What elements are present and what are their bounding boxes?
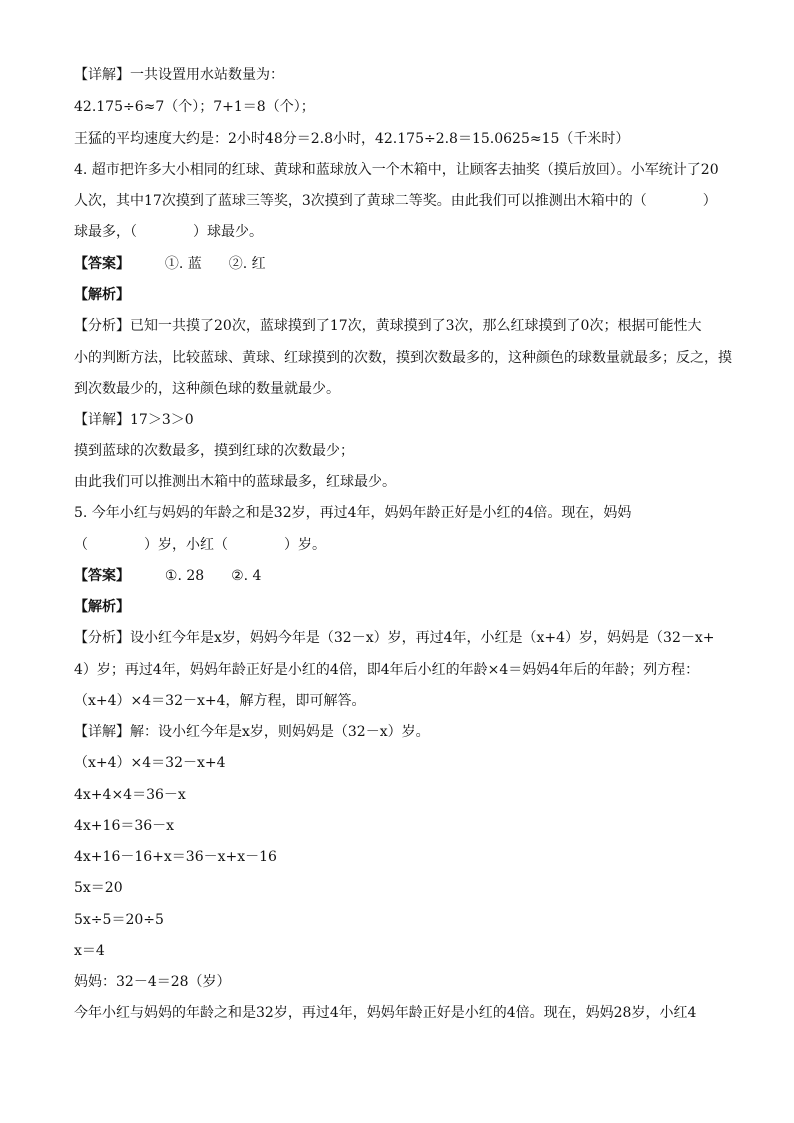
analysis-line: 小的判断方法，比较蓝球、黄球、红球摸到的次数，摸到次数最多的，这种颜色的球数量就最多；反之，摸 [74, 350, 732, 366]
question-4-line-3: 球最多，（ ）球最少。 [74, 224, 263, 240]
analysis-line: 【分析】设小红今年是x岁，妈妈今年是（32－x）岁，再过4年，小红是（x+4）岁，妈妈是（32－x+ [74, 630, 715, 646]
analysis-line: 到次数最少的，这种颜色球的数量就最少。 [74, 381, 340, 397]
answer-label: 【答案】 [74, 568, 130, 584]
equation-line: 5x÷5＝20÷5 [74, 912, 164, 928]
conclusion-line: 今年小红与妈妈的年龄之和是32岁，再过4年，妈妈年龄正好是小红的4倍。现在，妈妈28岁，小红4 [74, 1005, 697, 1021]
detail-line: 由此我们可以推测出木箱中的蓝球最多，红球最少。 [74, 474, 396, 490]
equation-line: 4x+4×4＝36－x [74, 787, 186, 803]
detail-line: 【详解】17＞3＞0 [74, 412, 194, 428]
detail-line: 【详解】一共设置用水站数量为： [74, 67, 284, 83]
detail-line: 摸到蓝球的次数最多，摸到红球的次数最少； [74, 443, 354, 459]
analysis-heading: 【解析】 [74, 599, 130, 615]
question-5-line-2: （ ）岁，小红（ ）岁。 [74, 537, 326, 553]
answer-item: ②. 4 [231, 568, 262, 584]
equation-line: 4x+16＝36－x [74, 818, 175, 834]
answer-item: ①. 28 [164, 568, 205, 584]
answer-row-5 [74, 566, 734, 586]
question-5-line-1: 5. 今年小红与妈妈的年龄之和是32岁，再过4年，妈妈年龄正好是小红的4倍。现在，妈妈 [74, 505, 632, 521]
analysis-line: （x+4）×4＝32－x+4，解方程，即可解答。 [74, 693, 366, 709]
detail-line: 【详解】解：设小红今年是x岁，则妈妈是（32－x）岁。 [74, 724, 430, 740]
question-4-line-2: 人次，其中17次摸到了蓝球三等奖，3次摸到了黄球二等奖。由此我们可以推测出木箱中的（ ） [74, 193, 717, 209]
equation-line: 4x+16－16+x＝36－x+x－16 [74, 849, 277, 865]
question-4-line-1: 4. 超市把许多大小相同的红球、黄球和蓝球放入一个木箱中，让顾客去抽奖（摸后放回）。小军统计了20 [74, 162, 719, 178]
analysis-line: 【分析】已知一共摸了20次，蓝球摸到了17次，黄球摸到了3次，那么红球摸到了0次；根据可能性大 [74, 318, 702, 334]
equation-line: （x+4）×4＝32－x+4 [74, 755, 226, 771]
analysis-line: 4）岁；再过4年，妈妈年龄正好是小红的4倍，即4年后小红的年龄×4＝妈妈4年后的年龄；列方程： [74, 662, 700, 678]
answer-item: ①. 蓝 [164, 256, 202, 272]
equation-line: 妈妈：32－4＝28（岁） [74, 974, 231, 990]
analysis-heading: 【解析】 [74, 287, 130, 303]
answer-item: ②. 红 [228, 256, 266, 272]
equation-line: x＝4 [74, 943, 105, 959]
answer-row-4 [74, 254, 734, 274]
calc-line: 42.175÷6≈7（个）；7+1＝8（个）； [74, 99, 315, 115]
equation-line: 5x＝20 [74, 880, 123, 896]
answer-label: 【答案】 [74, 256, 130, 272]
speed-line: 王猛的平均速度大约是：2小时48分＝2.8小时，42.175÷2.8＝15.0625≈15（千米时） [74, 131, 630, 147]
